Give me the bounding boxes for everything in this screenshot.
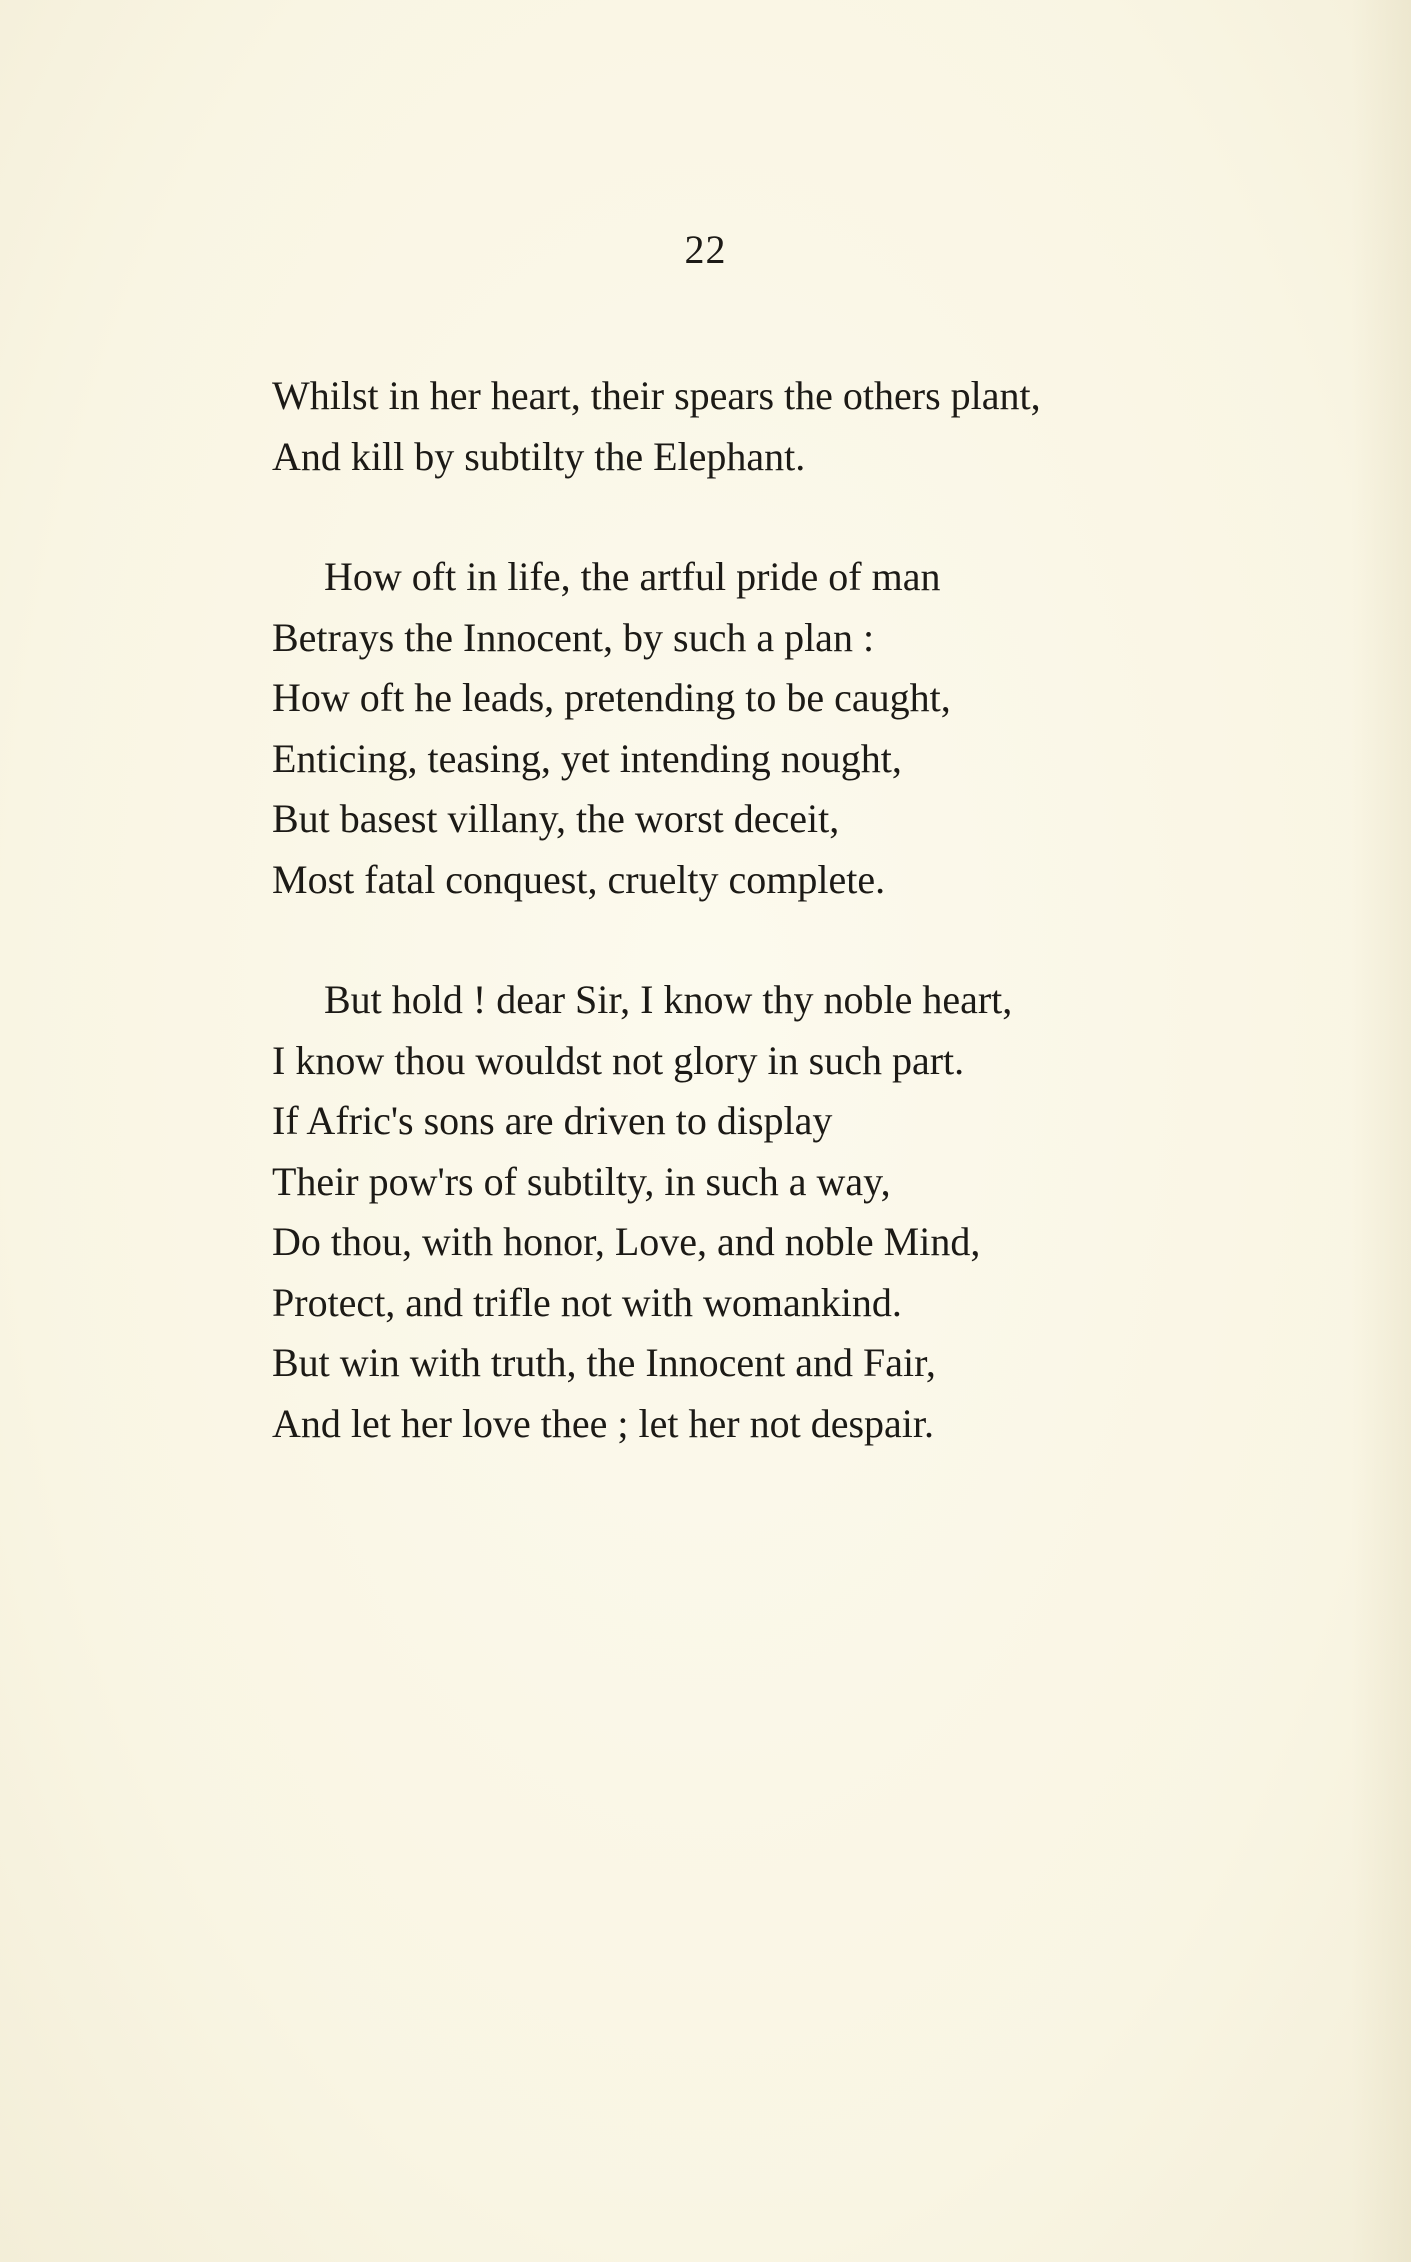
poem-line: But win with truth, the Innocent and Fair,	[272, 1340, 936, 1385]
poem-line: Enticing, teasing, yet intending nought,	[272, 735, 902, 781]
poem-line: Betrays the Innocent, by such a plan :	[272, 614, 875, 660]
poem-text	[272, 366, 1252, 1454]
stanza	[272, 970, 1252, 1454]
poem-line: Do thou, with honor, Love, and noble Mind,	[272, 1219, 981, 1264]
poem-line: Their pow'rs of subtilty, in such a way,	[272, 1158, 891, 1204]
poem-line: But hold ! dear Sir, I know thy noble heart,	[324, 977, 1013, 1022]
poem-line: And kill by subtilty the Elephant.	[272, 433, 806, 479]
stanza	[272, 547, 1252, 910]
poem-line: How oft in life, the artful pride of man	[324, 554, 941, 599]
page-number: 22	[684, 227, 727, 272]
page-edge-shading	[1351, 0, 1411, 2262]
poem-line: I know thou wouldst not glory in such part.	[272, 1037, 965, 1083]
stanza	[272, 366, 1252, 487]
poem-line: How oft he leads, pretending to be caught,	[272, 675, 951, 720]
poem-line: Whilst in her heart, their spears the others plant,	[272, 373, 1041, 418]
poem-line: If Afric's sons are driven to display	[272, 1098, 833, 1143]
poem-line: And let her love thee ; let her not despair.	[272, 1400, 935, 1446]
poem-line: Protect, and trifle not with womankind.	[272, 1279, 902, 1325]
poem-line: But basest villany, the worst deceit,	[272, 796, 840, 841]
poem-line: Most fatal conquest, cruelty complete.	[272, 856, 886, 902]
